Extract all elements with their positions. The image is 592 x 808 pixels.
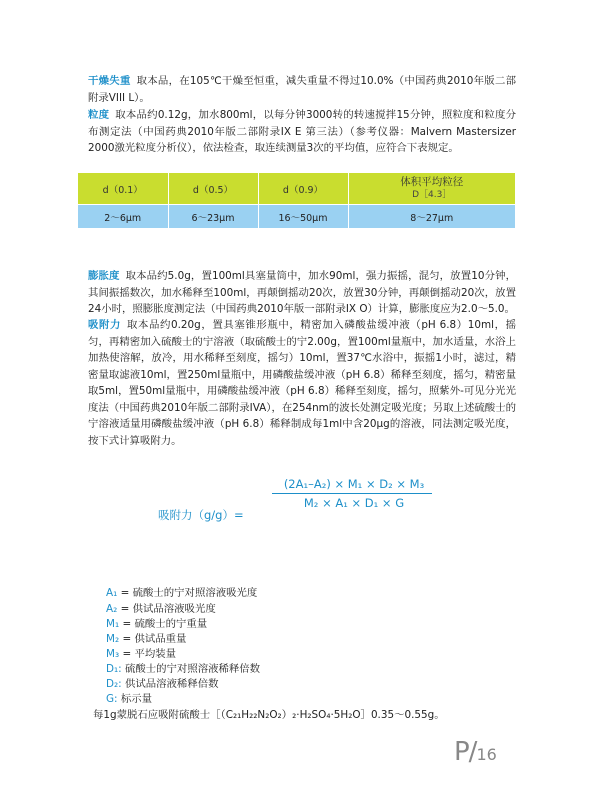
table-header-cell: d（0.5）	[168, 173, 258, 205]
legend-item	[106, 690, 152, 705]
legend-text: = 硫酸士的宁对照溶液吸光度	[120, 587, 258, 599]
table-header-cell	[348, 173, 515, 205]
legend-item	[106, 615, 207, 630]
paragraph-text: 取本品约5.0g，置100ml具塞量筒中，加水90ml，强力振摇，混匀，放置10分钟，其间振摇数次，加水稀释至100ml，再颠倒摇动20次，放置30分钟，再颠倒摇动20次，放置24小时，照膨胀度测定法（中国药典2010年版一部附录IX O）计算，膨胀度应为2.0～5.0。	[88, 270, 517, 315]
legend-symbol: M₃	[106, 648, 120, 660]
paragraph-swelling	[88, 268, 516, 318]
paragraph-text: 取本品，在105℃干燥至恒重，减失重量不得过10.0%（中国药典2010年版二部附录VIII L）。	[88, 75, 517, 104]
legend-symbol: A₂	[106, 603, 118, 615]
legend-symbol: D₂:	[106, 678, 122, 690]
legend-text: = 供试品溶液吸光度	[120, 603, 216, 615]
paragraph-text: 取本品约0.12g，加水800ml，以每分钟3000转的转速搅拌15分钟，照粒度和粒度分布测定法（中国药典2010年版二部附录IX E 第三法）（参考仪器：Malvern Mastersizer 2000激光粒度分析仪），依法检查，取连续测量3次的平均值，应符合下表规定。	[88, 109, 517, 154]
adsorption-requirement: 每1g蒙脱石应吸附硫酸士［（C₂₁H₂₂N₂O₂）₂·H₂SO₄·5H₂O］0.35～0.55g。	[93, 709, 445, 721]
keyword-loss-on-drying: 干燥失重	[88, 75, 131, 87]
table-cell: 16～50μm	[258, 205, 348, 229]
legend-text: 供试品溶液稀释倍数	[124, 678, 219, 690]
legend-item	[106, 660, 260, 675]
legend-symbol: M₁	[106, 618, 120, 630]
table-cell: 8～27μm	[348, 205, 515, 229]
legend-item	[106, 584, 257, 599]
page-number	[454, 737, 497, 767]
legend-symbol: G:	[106, 693, 118, 705]
legend-item	[106, 675, 219, 690]
paragraph-text: 取本品约0.20g，置具塞锥形瓶中，精密加入磷酸盐缓冲液（pH 6.8）10ml，摇匀，再精密加入硫酸士的宁溶液（取硫酸士的宁2.00g，置100ml量瓶中，加水适量，水浴上加热使溶解，放冷，用水稀释至刻度，摇匀）10ml，置37℃水浴中，振摇1小时，滤过，精密量取滤液10ml，置250ml量瓶中，用磷酸盐缓冲液（pH 6.8）稀释至刻度，摇匀，精密量取5ml，置50ml量瓶中，用磷酸盐缓冲液（pH 6.8）稀释至刻度，摇匀，照紫外-可见分光光度法（中国药典2010年版二部附录IVA），在254nm的波长处测定吸光度；另取上述硫酸士的宁溶液适量用磷酸盐缓冲液（pH 6.8）稀释制成每1ml中含20μg的溶液，同法测定吸光度，按下式计算吸附力。	[88, 319, 516, 447]
keyword-particle-size: 粒度	[88, 109, 110, 121]
paragraph-particle-size	[88, 107, 516, 157]
table-header-row	[78, 173, 515, 205]
paragraph-loss-on-drying	[88, 73, 516, 106]
legend-symbol: M₂	[106, 633, 120, 645]
fraction-line	[272, 493, 432, 494]
legend-symbol: D₁:	[106, 663, 122, 675]
table-header-subtitle: D［4.3］	[412, 190, 452, 200]
legend-item	[106, 600, 216, 615]
legend-item	[106, 645, 176, 660]
formula-denominator: M₂ × A₁ × D₁ × G	[303, 496, 405, 510]
legend-text: 标示量	[120, 693, 153, 705]
keyword-adsorption: 吸附力	[88, 319, 121, 331]
page-number-prefix: P/	[454, 737, 477, 767]
table-cell: 2～6μm	[78, 205, 168, 229]
legend-text: = 硫酸士的宁重量	[122, 618, 208, 630]
formula-label: 吸附力（g/g）=	[158, 508, 244, 522]
paragraph-adsorption	[88, 317, 516, 449]
legend-item	[106, 630, 186, 645]
particle-size-table	[78, 173, 515, 228]
table-header-title: 体积平均粒径	[400, 176, 464, 188]
legend-text: 硫酸士的宁对照溶液稀释倍数	[124, 663, 261, 675]
legend-text: = 供试品重量	[122, 633, 187, 645]
table-header-cell: d（0.1）	[78, 173, 168, 205]
table-row	[78, 205, 515, 229]
page-number-value: 16	[476, 745, 497, 764]
formula-numerator: (2A₁–A₂) × M₁ × D₂ × M₃	[283, 477, 425, 491]
keyword-swelling: 膨胀度	[88, 270, 120, 282]
legend-symbol: A₁	[106, 587, 118, 599]
legend-text: = 平均装量	[122, 648, 177, 660]
table-cell: 6～23μm	[168, 205, 258, 229]
table-header-cell: d（0.9）	[258, 173, 348, 205]
